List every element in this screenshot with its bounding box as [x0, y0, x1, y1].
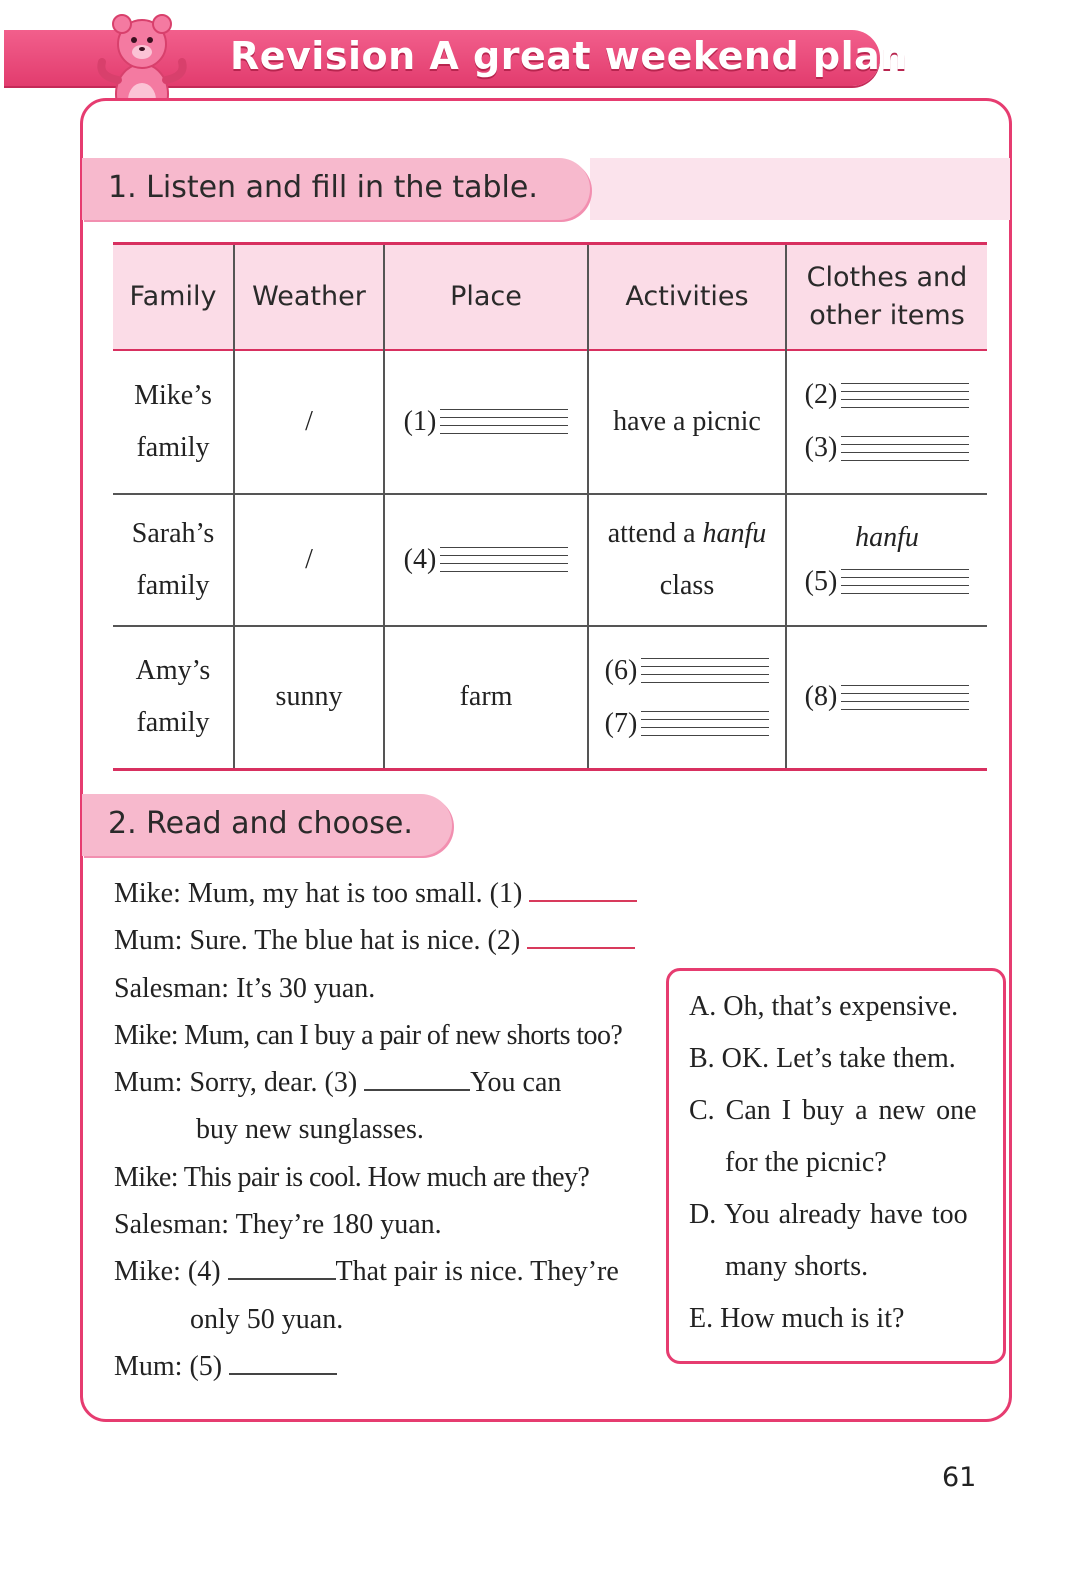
dialog-line: buy new sunglasses.: [196, 1114, 424, 1146]
section1-title: 1. Listen and fill in the table.: [108, 170, 538, 205]
table-row: [113, 350, 987, 494]
activity-italic: hanfu: [702, 517, 767, 549]
dialog-text: Mum: Sorry, dear. (3): [114, 1067, 365, 1099]
dialog-text: Mike: Mum, my hat is too small. (1): [114, 878, 530, 909]
dialog-text: Mum: Sure. The blue hat is nice. (2): [114, 925, 528, 957]
weather-cell: sunny: [234, 626, 384, 770]
blank-lines[interactable]: [641, 704, 769, 743]
place-cell: farm: [384, 626, 588, 770]
blank-lines[interactable]: [841, 429, 969, 468]
dialog-line: Salesman: It’s 30 yuan.: [114, 972, 376, 1004]
option-d: D. You already have too: [689, 1199, 968, 1230]
blank-number: (5): [804, 565, 838, 597]
dialog-line: Mike: This pair is cool. How much are they?: [114, 1161, 590, 1193]
dialog-text: Mum: (5): [114, 1350, 230, 1382]
dialog-line: [114, 1059, 674, 1106]
activity-text: attend a: [607, 517, 703, 549]
option-d-cont: many shorts.: [725, 1251, 869, 1282]
dialog-line: Mike: Mum, can I buy a pair of new shorts too?: [114, 1019, 623, 1051]
family-name: Amy’s: [135, 655, 211, 687]
dialog-line: only 50 yuan.: [190, 1303, 344, 1335]
blank-number: (7): [604, 707, 638, 739]
family-name: Mike’s: [134, 379, 212, 411]
blank-number: (1): [403, 405, 437, 437]
family-label: family: [136, 707, 210, 739]
section2-title: 2. Read and choose.: [108, 806, 413, 841]
blank-number: (3): [804, 432, 838, 463]
blank-lines[interactable]: [440, 402, 568, 441]
clothes-text: hanfu: [855, 522, 919, 553]
dialog-text: You can: [470, 1067, 562, 1099]
fill-in-table: [113, 242, 987, 771]
family-label: family: [136, 431, 210, 463]
section1-band: [590, 158, 1010, 220]
option-c: C. Can I buy a new one: [689, 1095, 977, 1126]
blank-number: (6): [604, 654, 638, 686]
family-name: Sarah’s: [131, 517, 215, 549]
blank-lines[interactable]: [841, 562, 969, 601]
dialog-text: That pair is nice. They’re: [335, 1256, 619, 1288]
option-a: A. Oh, that’s expensive.: [689, 991, 959, 1022]
blank-lines[interactable]: [641, 651, 769, 690]
col-header-clothes-line2: other items: [809, 299, 965, 331]
blank-number: (2): [804, 379, 838, 410]
answer-blank[interactable]: [527, 919, 635, 949]
dialog-text: Mike: (4): [114, 1256, 228, 1288]
answer-blank[interactable]: [228, 1250, 336, 1280]
dialog-line: [114, 917, 674, 964]
blank-lines[interactable]: [440, 540, 568, 579]
dialog-line: [114, 1343, 674, 1390]
blank-number: (8): [804, 681, 838, 713]
answer-blank[interactable]: [529, 872, 637, 902]
option-c-cont: for the picnic?: [725, 1147, 887, 1178]
col-header-family: Family: [113, 244, 234, 350]
answer-blank[interactable]: [229, 1345, 337, 1375]
activity-cell: have a picnic: [588, 350, 786, 494]
table-row: [113, 494, 987, 626]
col-header-clothes-line1: Clothes and: [806, 261, 968, 293]
dialog-line: [114, 870, 674, 917]
answer-blank[interactable]: [364, 1061, 470, 1091]
table-row: [113, 626, 987, 770]
option-b: B. OK. Let’s take them.: [689, 1043, 956, 1074]
dialog-line: Salesman: They’re 180 yuan.: [114, 1209, 442, 1241]
family-label: family: [136, 569, 210, 601]
col-header-activities: Activities: [588, 244, 786, 350]
activity-line1: [589, 508, 785, 560]
dialog-line: [114, 1248, 674, 1295]
activity-line2: class: [659, 569, 715, 601]
option-e: E. How much is it?: [689, 1303, 905, 1334]
weather-cell: /: [234, 494, 384, 626]
page-number: 61: [942, 1462, 977, 1493]
col-header-place: Place: [384, 244, 588, 350]
blank-lines[interactable]: [841, 678, 969, 717]
blank-number: (4): [403, 543, 437, 575]
page-title: Revision A great weekend plan: [230, 34, 908, 78]
dialog: [114, 870, 674, 1390]
col-header-weather: Weather: [234, 244, 384, 350]
blank-lines[interactable]: [841, 376, 969, 415]
col-header-clothes: [786, 244, 987, 350]
weather-cell: /: [234, 350, 384, 494]
options-box: [666, 968, 1006, 1364]
